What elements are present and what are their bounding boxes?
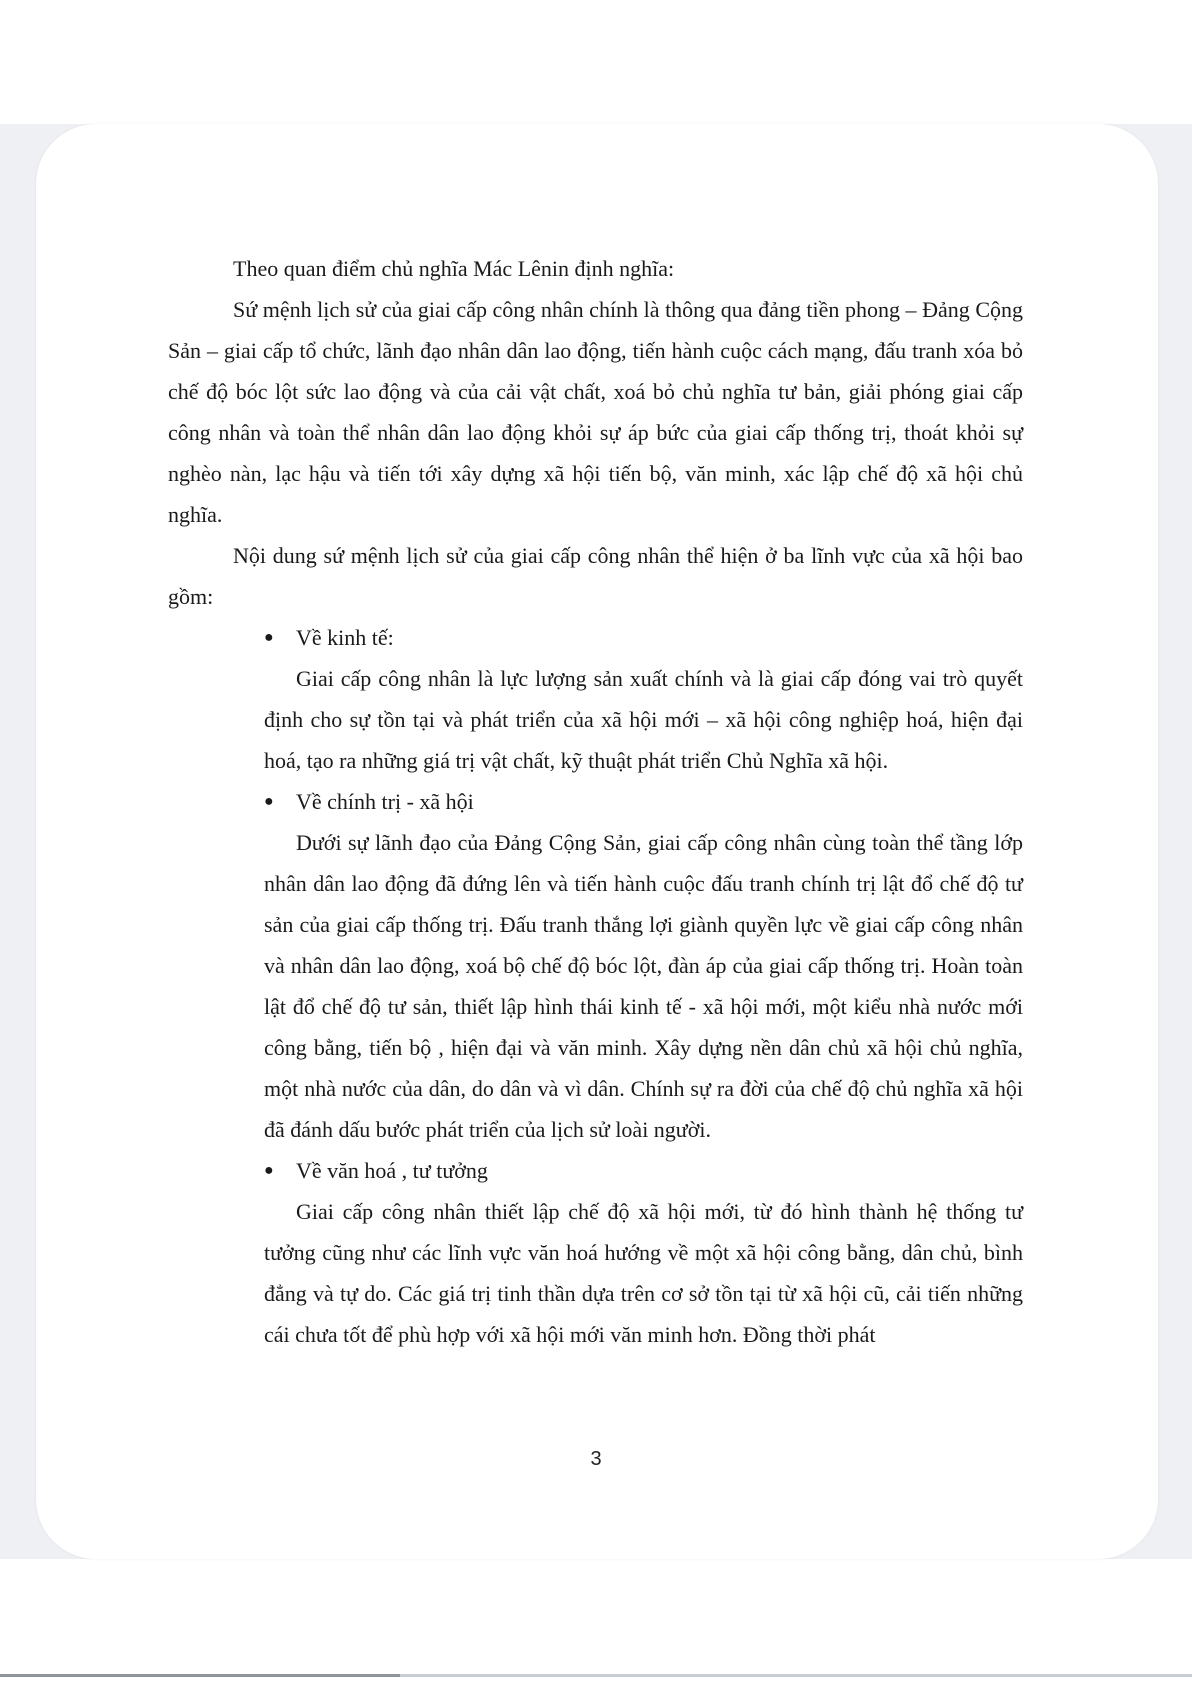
bullet-heading (264, 781, 1023, 822)
section-heading: Về kinh tế: (296, 625, 394, 650)
section-heading: Về văn hoá , tư tưởng (296, 1158, 488, 1183)
bullet-icon: ● (264, 793, 274, 810)
scroll-progress-thumb[interactable] (0, 1674, 400, 1677)
section-body: Giai cấp công nhân thiết lập chế độ xã hội mới, từ đó hình thành hệ thống tư tưởng cũng như các lĩnh vực văn hoá hướng về một xã hội công bằng, dân chủ, bình đẳng và tự do. Các giá trị tinh thần dựa trên cơ sở tồn tại từ xã hội cũ, cải tiến những cái chưa tốt để phù hợp với xã hội mới văn minh hơn. Đồng thời phát (264, 1199, 1023, 1347)
section-economy (264, 617, 1023, 781)
section-politics (264, 781, 1023, 1150)
bullet-heading (264, 1150, 1023, 1191)
section-heading: Về chính trị - xã hội (296, 789, 474, 814)
page-number: 3 (590, 1448, 602, 1470)
intro-paragraph: Theo quan điểm chủ nghĩa Mác Lênin định nghĩa: (233, 256, 675, 281)
scroll-progress-bar[interactable] (0, 1674, 1192, 1677)
content-intro-paragraph: Nội dung sứ mệnh lịch sử của giai cấp công nhân thể hiện ở ba lĩnh vực của xã hội bao gồm: (168, 543, 1023, 609)
definition-paragraph: Sứ mệnh lịch sử của giai cấp công nhân chính là thông qua đảng tiền phong – Đảng Cộng Sản – giai cấp tổ chức, lãnh đạo nhân dân lao động, tiến hành cuộc cách mạng, đấu tranh xóa bỏ chế độ bóc lột sức lao động và của cải vật chất, xoá bỏ chủ nghĩa tư bản, giải phóng giai cấp công nhân và toàn thể nhân dân lao động khỏi sự áp bức của giai cấp thống trị, thoát khỏi sự nghèo nàn, lạc hậu và tiến tới xây dựng xã hội tiến bộ, văn minh, xác lập chế độ xã hội chủ nghĩa. (168, 297, 1023, 527)
section-culture (264, 1150, 1023, 1355)
bullet-icon: ● (264, 1162, 274, 1179)
section-list (264, 617, 1023, 1355)
bullet-icon: ● (264, 629, 274, 646)
bullet-heading (264, 617, 1023, 658)
section-body: Dưới sự lãnh đạo của Đảng Cộng Sản, giai cấp công nhân cùng toàn thể tầng lớp nhân dân lao động đã đứng lên và tiến hành cuộc đấu tranh chính trị lật đổ chế độ tư sản của giai cấp thống trị. Đấu tranh thắng lợi giành quyền lực về giai cấp công nhân và nhân dân lao động, xoá bộ chế độ bóc lột, đàn áp của giai cấp thống trị. Hoàn toàn lật đổ chế độ tư sản, thiết lập hình thái kinh tế - xã hội mới, một kiểu nhà nước mới công bằng, tiến bộ , hiện đại và văn minh. Xây dựng nền dân chủ xã hội chủ nghĩa, một nhà nước của dân, do dân và vì dân. Chính sự ra đời của chế độ chủ nghĩa xã hội đã đánh dấu bước phát triển của lịch sử loài người. (264, 830, 1023, 1142)
page-body (168, 248, 1023, 1355)
section-body: Giai cấp công nhân là lực lượng sản xuất chính và là giai cấp đóng vai trò quyết định cho sự tồn tại và phát triển của xã hội mới – xã hội công nghiệp hoá, hiện đại hoá, tạo ra những giá trị vật chất, kỹ thuật phát triển Chủ Nghĩa xã hội. (264, 666, 1023, 773)
